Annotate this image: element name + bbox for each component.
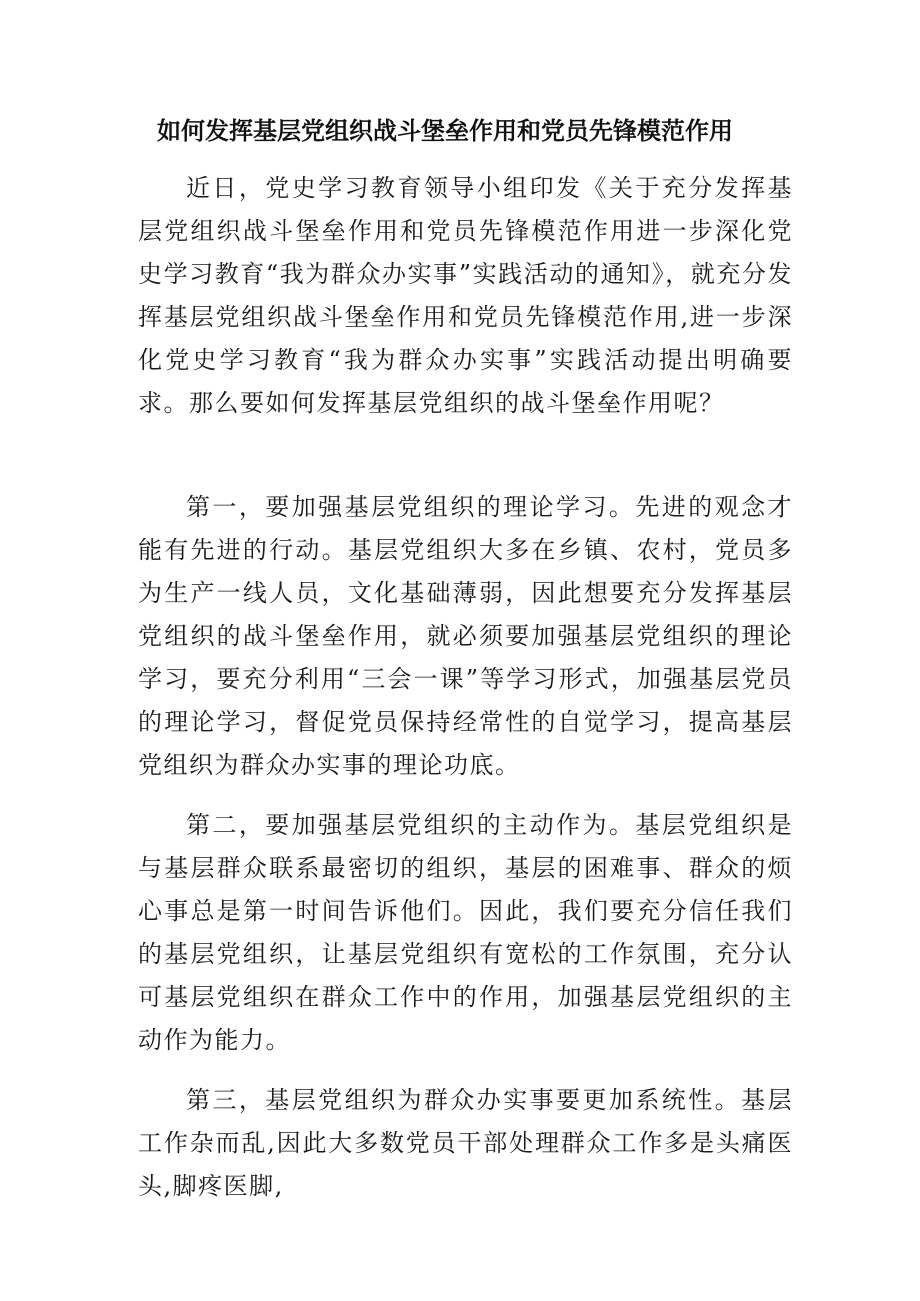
paragraph-intro: 近日，党史学习教育领导小组印发《关于充分发挥基层党组织战斗堡垒作用和党员先锋模范作用进一步深化党史学习教育“我为群众办实事”实践活动的通知》，就充分发挥基层党组织战斗堡垒作用和党员先锋模范作用,进一步深化党史学习教育“我为群众办实事”实践活动提出明确要求。那么要如何发挥基层党组织的战斗堡垒作用呢？ bbox=[138, 174, 793, 417]
paragraph-third-point: 第三，基层党组织为群众办实事要更加系统性。基层工作杂而乱,因此大多数党员干部处理群众工作多是头痛医头,脚疼医脚, bbox=[138, 1086, 793, 1200]
document-title: 如何发挥基层党组织战斗堡垒作用和党员先锋模范作用 bbox=[157, 116, 733, 145]
paragraph-first-point: 第一，要加强基层党组织的理论学习。先进的观念才能有先进的行动。基层党组织大多在乡镇、农村，党员多为生产一线人员，文化基础薄弱，因此想要充分发挥基层党组织的战斗堡垒作用，就必须要加强基层党组织的理论学习，要充分利用“三会一课”等学习形式，加强基层党员的理论学习，督促党员保持经常性的自觉学习，提高基层党组织为群众办实事的理论功底。 bbox=[138, 493, 793, 779]
paragraph-second-point: 第二，要加强基层党组织的主动作为。基层党组织是与基层群众联系最密切的组织，基层的困难事、群众的烦心事总是第一时间告诉他们。因此，我们要充分信任我们的基层党组织，让基层党组织有宽松的工作氛围，充分认可基层党组织在群众工作中的作用，加强基层党组织的主动作为能力。 bbox=[138, 811, 793, 1054]
